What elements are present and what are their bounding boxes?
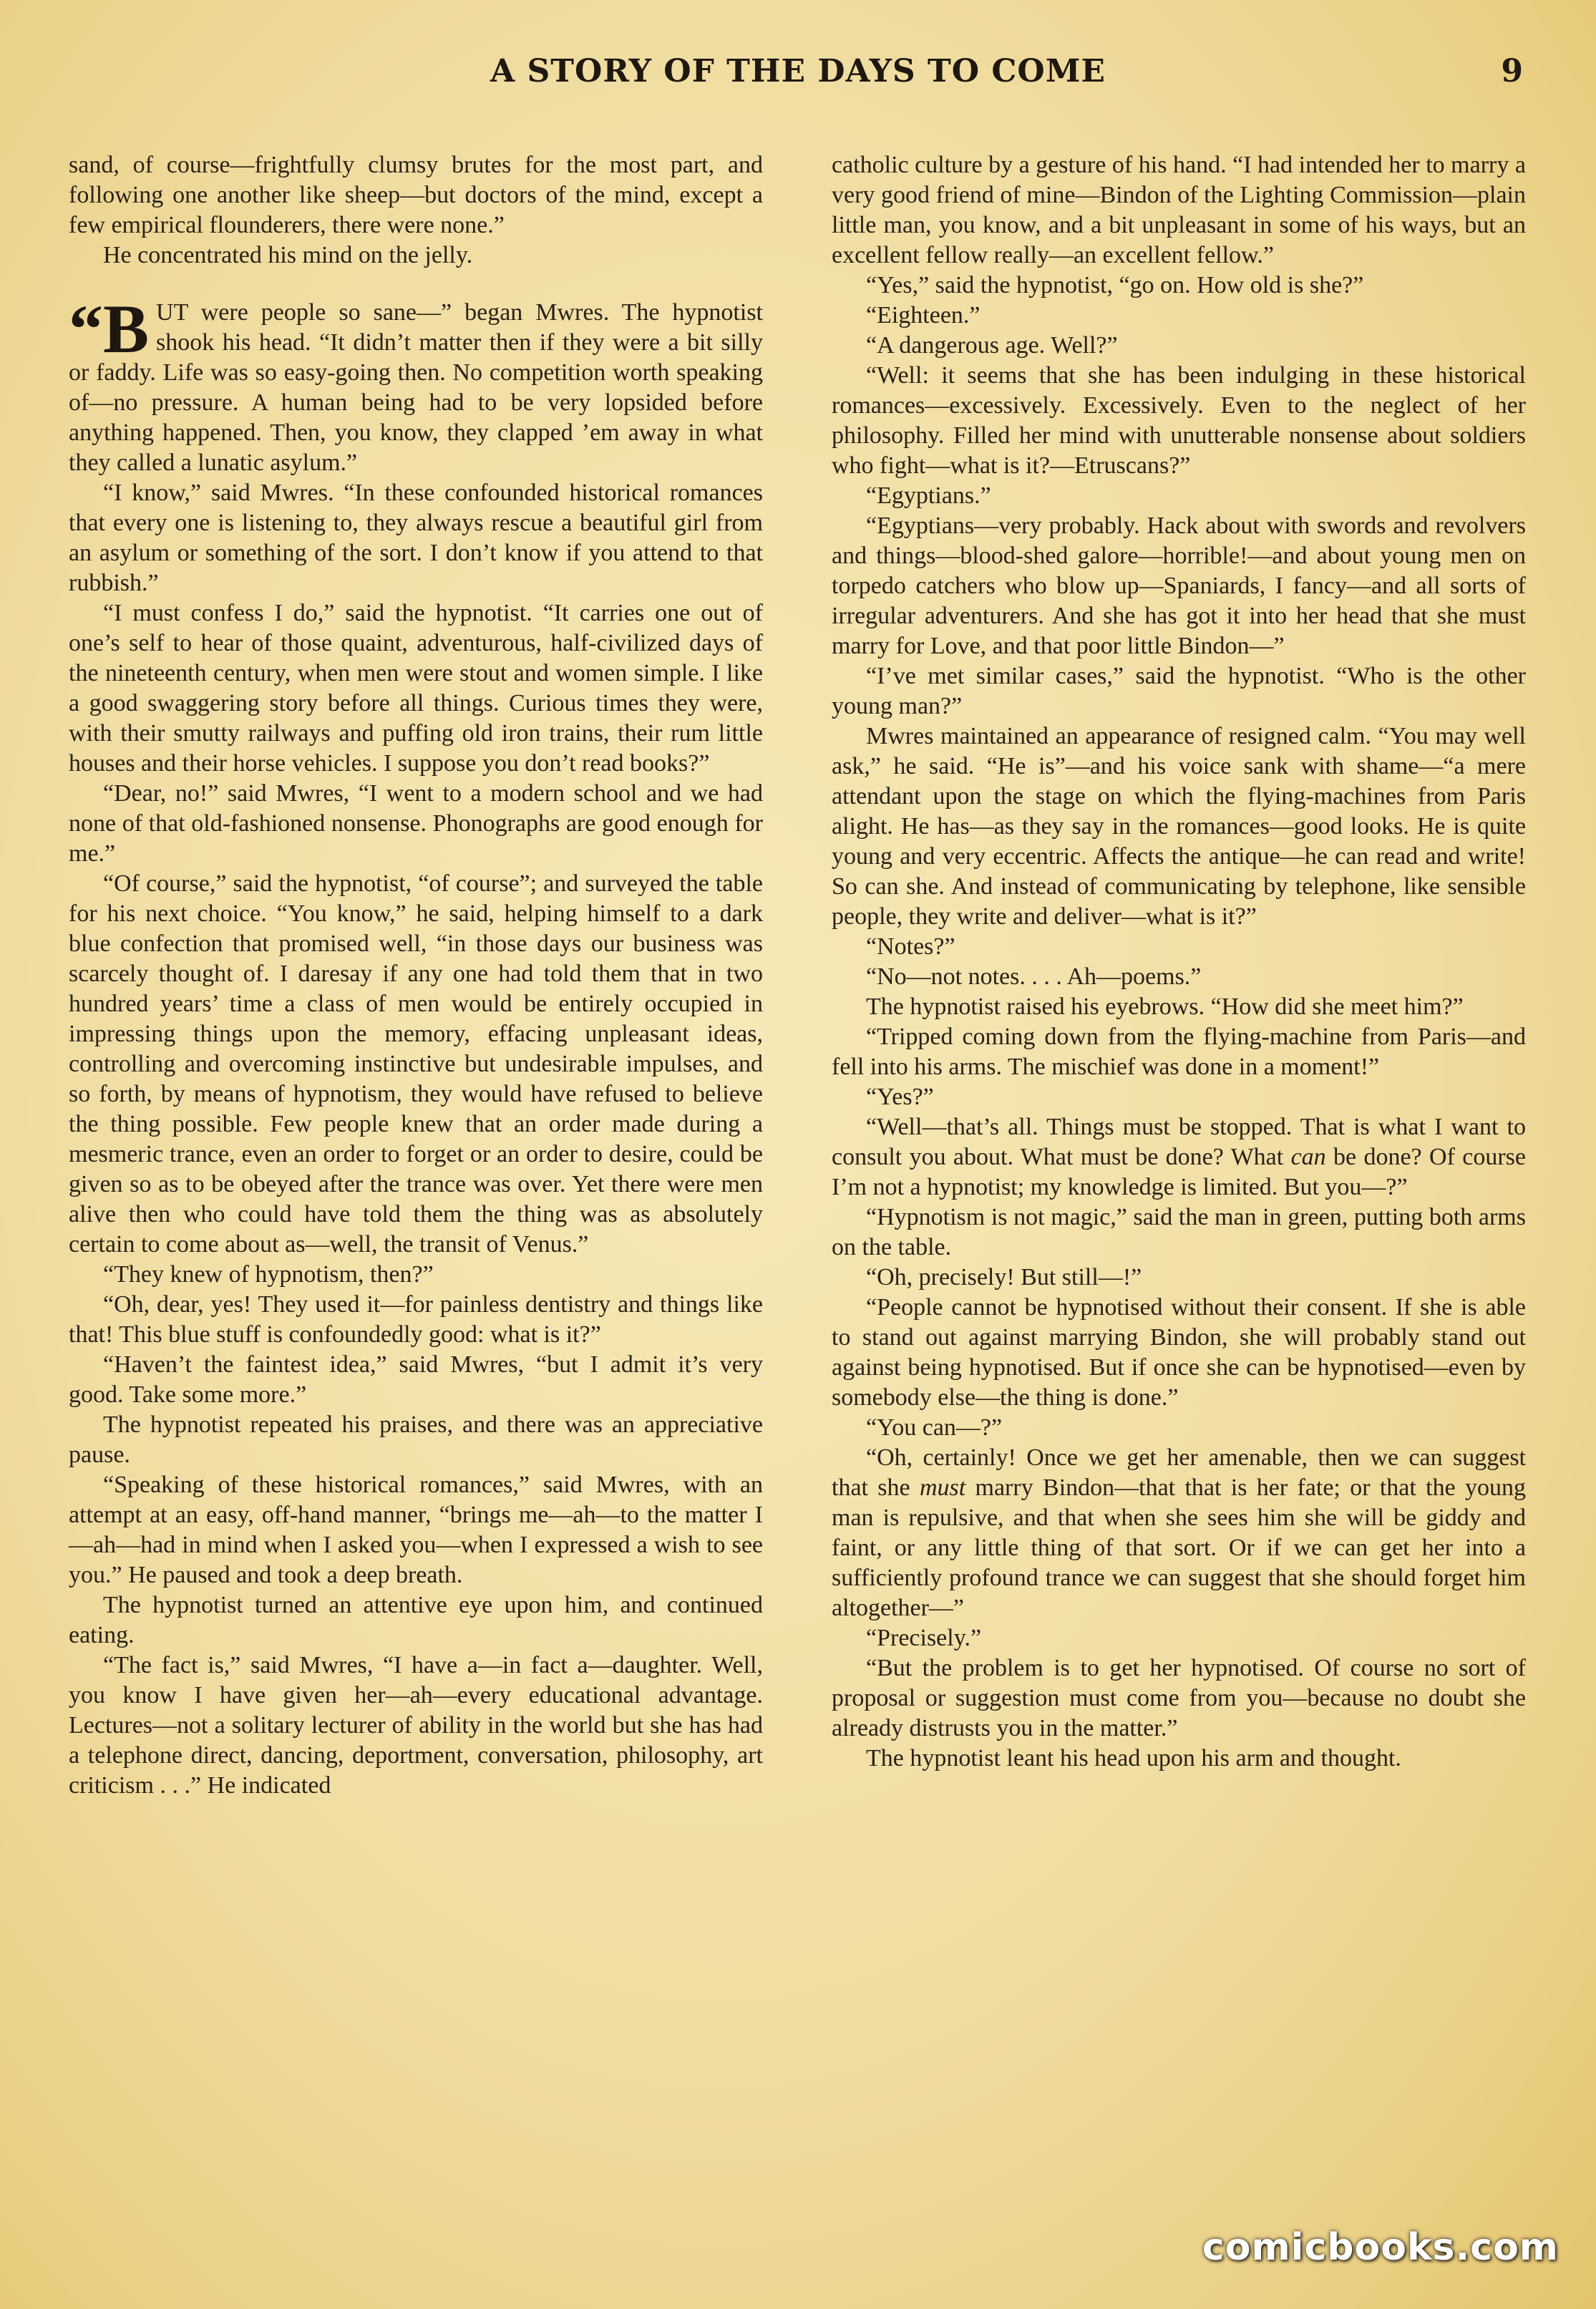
paragraph-text: “Oh, certainly! Once we get her amenable, then we can suggest that she: [832, 1444, 1526, 1501]
paragraph: The hypnotist leant his head upon his arm and thought.: [866, 1745, 1401, 1771]
paragraph: [832, 1112, 1526, 1202]
paragraph: “Well: it seems that she has been indulging in these historical romances—excessively. Excessively. Even to the neglect of her philosophy. Filled her mind with unutterable nonsense about soldiers who fight—what is it?—Etruscans?”: [832, 362, 1526, 479]
right-column: [832, 150, 1526, 1774]
dropcap-paragraph: [69, 291, 763, 478]
paragraph: “Yes?”: [866, 1084, 934, 1110]
paragraph: The hypnotist repeated his praises, and there was an appreciative pause.: [69, 1411, 763, 1468]
paragraph: “Oh, precisely! But still—!”: [866, 1264, 1142, 1290]
paragraph: “They knew of hypnotism, then?”: [103, 1261, 434, 1288]
emphasis: must: [919, 1474, 966, 1501]
paragraph: “But the problem is to get her hypnotised. Of course no sort of proposal or suggestion must come from you—because no doubt she already distrusts you in the matter.”: [832, 1655, 1526, 1741]
page-number: 9: [1501, 53, 1523, 89]
paragraph: Mwres maintained an appearance of resigned calm. “You may well ask,” he said. “He is”—and his voice sank with shame—“a mere attendant upon the stage on which the flying-machines from Paris alight. He has—as they say in the romances—good looks. He is quite young and very eccentric. Affects the antique—he can read and write! So can she. And instead of communicating by telephone, like sensible people, they write and deliver—what is it?”: [832, 723, 1526, 930]
left-column: [69, 150, 763, 1801]
paragraph: “Notes?”: [866, 933, 955, 960]
paragraph: “Egyptians.”: [866, 482, 991, 509]
paragraph-text: marry Bindon—that that is her fate; or that the young man is repulsive, and that when she sees him she will be giddy and faint, or any little thing of that sort. Or if we can get her into a sufficiently profound trance we can suggest that she should forget him altogether—”: [832, 1474, 1526, 1621]
paragraph: “I know,” said Mwres. “In these confounded historical romances that every one is listening to, they always rescue a beautiful girl from an asylum or something of the sort. I don’t know if you attend to that rubbish.”: [69, 480, 763, 596]
paragraph: “Dear, no!” said Mwres, “I went to a modern school and we had none of that old-fashioned nonsense. Phonographs are good enough for me.”: [69, 780, 763, 867]
paragraph: “Precisely.”: [866, 1625, 982, 1651]
paragraph: sand, of course—frightfully clumsy brutes for the most part, and following one another like sheep—but doctors of the mind, except a few empirical flounderers, there were none.”: [69, 152, 763, 238]
paragraph: “People cannot be hypnotised without their consent. If she is able to stand out against marrying Bindon, she will probably stand out against being hypnotised. But if once she can be hypnotised—even by somebody else—the thing is done.”: [832, 1294, 1526, 1411]
paragraph: “Haven’t the faintest idea,” said Mwres, “but I admit it’s very good. Take some more.”: [69, 1351, 763, 1408]
paragraph: The hypnotist turned an attentive eye upon him, and continued eating.: [69, 1592, 763, 1648]
paragraph-text: “Well—that’s all. Things must be stopped. That is what I want to consult you about. What must be done? What: [832, 1114, 1526, 1170]
paragraph: “I must confess I do,” said the hypnotist. “It carries one out of one’s self to hear of those quaint, adventurous, half-civilized days of the nineteenth century, when men were stout and women simple. I like a good swaggering story before all things. Curious times they were, with their smutty railways and puffing old iron trains, their rum little houses and their horse vehicles. I suppose you don’t read books?”: [69, 600, 763, 777]
page-header: [0, 53, 1596, 103]
paragraph: “Yes,” said the hypnotist, “go on. How old is she?”: [866, 272, 1364, 298]
paragraph: “Speaking of these historical romances,” said Mwres, with an attempt at an easy, off-hand manner, “brings me—ah—to the matter I—ah—had in mind when I asked you—when I expressed a wish to see you.” He paused and took a deep breath.: [69, 1472, 763, 1588]
paragraph-text: be done? Of course I’m not a hypnotist; my knowledge is limited. But you—?”: [832, 1144, 1526, 1200]
paragraph: “The fact is,” said Mwres, “I have a—in fact a—daughter. Well, you know I have given her—ah—every educational advantage. Lectures—not a solitary lecturer of ability in the world but she has had a telephone direct, dancing, deportment, conversation, philosophy, art criticism . . .” He indicated: [69, 1652, 763, 1799]
emphasis: can: [1290, 1144, 1326, 1170]
paragraph: “Oh, dear, yes! They used it—for painless dentistry and things like that! This blue stuff is confoundedly good: what is it?”: [69, 1291, 763, 1348]
paragraph: “Egyptians—very probably. Hack about with swords and revolvers and things—blood-shed galore—horrible!—and about young men on torpedo catchers who blow up—Spaniards, I fancy—and all sorts of irregular adventurers. And she has got it into her head that she must marry for Love, and that poor little Bindon—”: [832, 512, 1526, 659]
running-title: A STORY OF THE DAYS TO COME: [490, 53, 1106, 89]
paragraph: “You can—?”: [866, 1414, 1003, 1441]
paragraph: “Hypnotism is not magic,” said the man in green, putting both arms on the table.: [832, 1204, 1526, 1260]
paragraph: catholic culture by a gesture of his hand. “I had intended her to marry a very good friend of mine—Bindon of the Lighting Commission—plain little man, you know, and a bit unpleasant in some of his ways, but an excellent fellow really—an excellent fellow.”: [832, 152, 1526, 268]
paragraph-text: UT were people so sane—” began Mwres. The hypnotist shook his head. “It didn’t matter then if they were a bit silly or faddy. Life was so easy-going then. No competition worth speaking of—no pressure. A human being had to be very lopsided before anything happened. Then, you know, they clapped ’em away in what they called a lunatic asylum.”: [69, 299, 763, 476]
paragraph: [832, 1443, 1526, 1623]
watermark: comicbooks.com: [1202, 2226, 1559, 2269]
paragraph: “No—not notes. . . . Ah—poems.”: [866, 963, 1202, 990]
paragraph: “Tripped coming down from the flying-machine from Paris—and fell into his arms. The mischief was done in a moment!”: [832, 1024, 1526, 1080]
paragraph: “Eighteen.”: [866, 302, 981, 329]
paragraph: He concentrated his mind on the jelly.: [103, 242, 473, 268]
paragraph: “A dangerous age. Well?”: [866, 332, 1118, 359]
paragraph: “I’ve met similar cases,” said the hypnotist. “Who is the other young man?”: [832, 663, 1526, 719]
paragraph: “Of course,” said the hypnotist, “of course”; and surveyed the table for his next choice. “You know,” he said, helping himself to a dark blue confection that promised well, “in those days our business was scarcely thought of. I daresay if any one had told them that in two hundred years’ time a class of men would be entirely occupied in impressing things upon the memory, effacing unpleasant ideas, controlling and overcoming instinctive but undesirable impulses, and so forth, by means of hypnotism, they would have refused to believe the thing possible. Few people knew that an order made during a mesmeric trance, even an order to forget or an order to desire, could be given so as to be obeyed after the trance was over. Yet there were men alive then who could have told them the thing was as absolutely certain to come about as—well, the transit of Venus.”: [69, 870, 763, 1258]
drop-cap: “B: [69, 291, 150, 367]
paragraph: The hypnotist raised his eyebrows. “How did she meet him?”: [866, 993, 1464, 1020]
